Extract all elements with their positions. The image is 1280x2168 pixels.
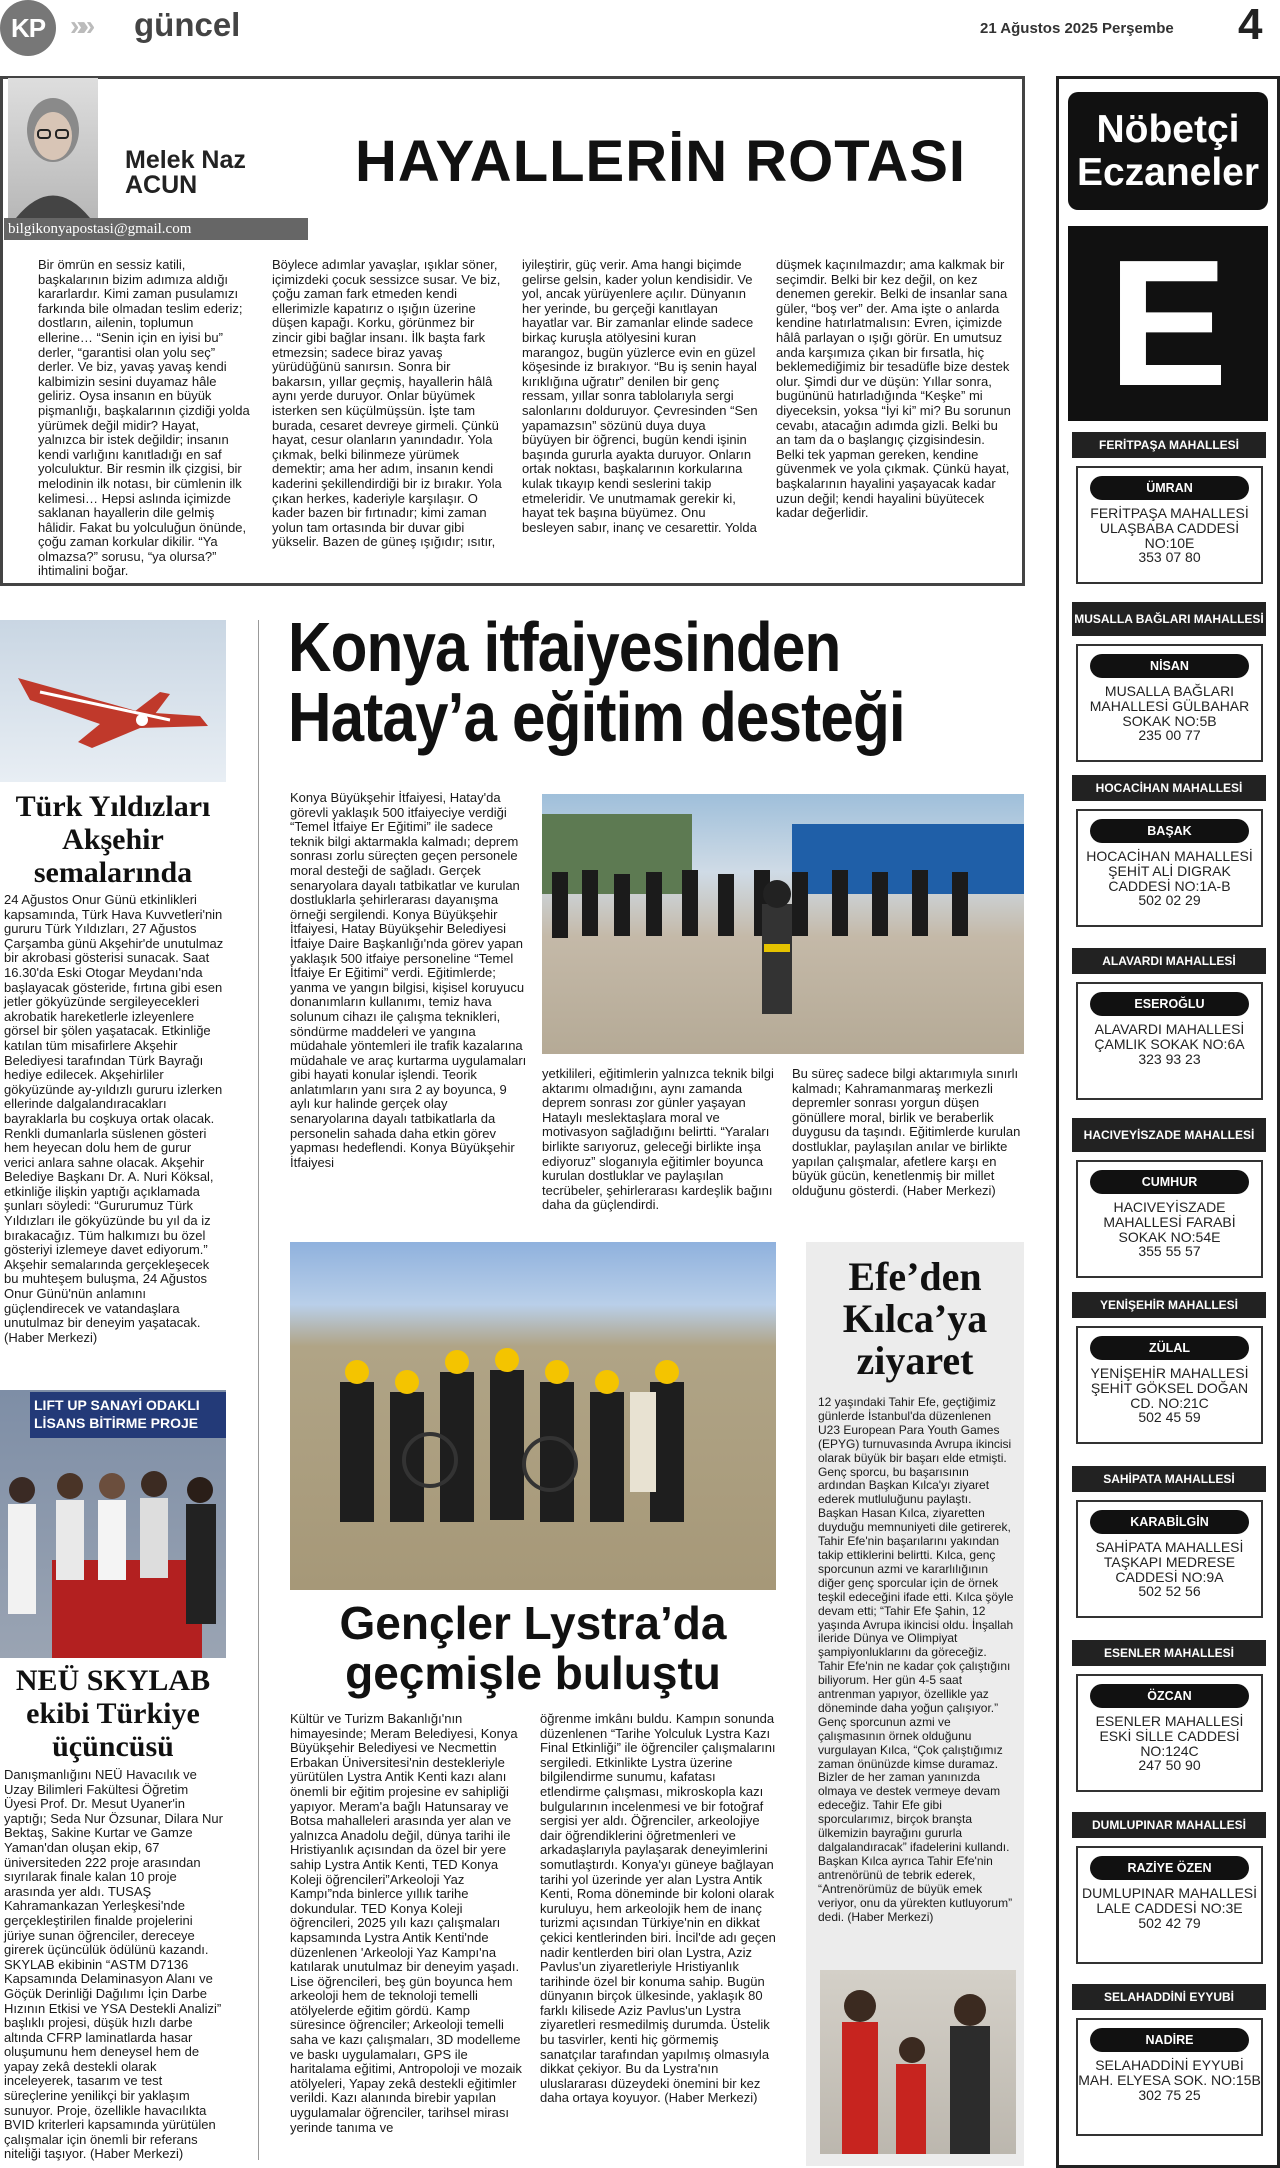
lystra-text-2: öğrenme imkânı buldu. Kampın sonunda düzenlenen “Tarihe Yolculuk Lystra Kazı Final Etkinliği” ile öğrenciler çalışmalarını sergiledi. Etkinlikte Lystra üzerine bilgilendirme sunumu, kafatası etlendirme çalışması, mikroskopla kazı bulgularının incelenmesi ve bir fotoğraf sergisi yer aldı. Öğrenciler, arkeolojiye dair öğrendiklerini öğretmenleri ve arkadaşlarıyla paylaşarak deneyimlerini somutlaştırdı. Konya'yı güneye bağlayan tarihi yol üzerinde yer alan Lystra Antik Kenti, Roma döneminde bir koloni olarak kuruluyu, hem arkeolojik hem de inanç turizmi açısından Türkiye'nin en dikkat çekici kentlerinden biri. İncil'de adı geçen nadir kentlerden biri olan Lystra, Aziz Pavlus'un ziyaretleriyle Hristiyanlık tarihinde özel bir konuma sahip. Bugün dünyanın birçok ülkesinde, yaklaşık 80 farklı kilisede Aziz Pavlus'un Lystra ziyaretleri resmedilmiş durumda. Üstelik bu tasvirler, kenti hiç görmemiş sanatçılar tarafından yapılmış olmasıyla dikkat çekiyor. Bu da Lystra'nın uluslararası düzeydeki önemini bir kez daha ortaya koyuyor. (Haber Merkezi) <box>540 1711 776 2106</box>
pharmacy-address: ESENLER MAHALLESİ ESKİ SİLLE CADDESİ NO:124C <box>1095 1713 1244 1759</box>
yildizlar-text: 24 Ağustos Onur Günü etkinlikleri kapsamında, Türk Hava Kuvvetleri'nin gururu Türk Yıldızları, 27 Ağustos Çarşamba günü Akşehir'de unutulmaz bir akrobasi gösterisi sunacak. Saat 16.30'da Eski Otogar Meydanı'nda başlayacak gösteride, fırtına gibi esen jetler gökyüzünde sergileyecekleri akrobatik hareketlerle izleyenlere görsel bir şölen yaşatacak. Etkinliğe katılan tüm misafirlere Akşehir Belediyesi tarafından Türk Bayrağı hediye edilecek. Akşehirliler gökyüzünde ay-yıldızlı gururu izlerken ellerinde dalgalandıracakları bayraklarla bu coşkuya ortak olacak. Renkli dumanlarla süslenen gösteri hem heyecan dolu hem de gurur verici anlara sahne olacak. Akşehir Belediye Başkanı Dr. A. Nuri Köksal, etkinliğe ilişkin yaptığı açıklamada şunları söyledi: “Gururumuz Türk Yıldızları ile gökyüzünde bu yıl da iz bırakacağız. Tüm halkımızı bu özel gösteriyi izlemeye davet ediyorum.” Akşehir semalarında gerçekleşecek bu muhteşem buluşma, 24 Ağustos Onur Günü'nün anlamını güçlendirecek ve vatandaşlara unutulmaz bir deneyim yaşatacak. (Haber Merkezi) <box>4 892 224 1345</box>
author-photo <box>8 78 98 218</box>
pharmacy-card <box>1076 1326 1263 1444</box>
lystra-text-1: Kültür ve Turizm Bakanlığı'nın himayesinde; Meram Belediyesi, Konya Büyükşehir Belediyesi ve Necmettin Erbakan Üniversitesi'nin destekleriyle yürütülen Lystra Antik Kenti kazı alanı önemli bir eğitim projesine ev sahipliği yapıyor. Meram'a bağlı Hatunsaray ve Botsa mahalleleri arasında yer alan ve yalnızca Anadolu değil, dünya tarihi ile Hristiyanlık açısından da özel bir yere sahip Lystra Antik Kenti, TED Konya Koleji öğrencileri”Arkeoloji Yaz Kampı”nda binlerce yıllık tarihe dokundular. TED Konya Koleji öğrencileri, 2025 yılı kazı çalışmaları kapsamında Lystra Antik Kenti'nde düzenlenen 'Arkeoloji Yaz Kampı'na katılarak unutulmaz bir deneyim yaşadı. Lise öğrencileri, beş gün boyunca hem arkeoloji hem de teknoloji temelli atölyelerde eğitim gördü. Kamp süresince öğrenciler; Arkeoloji temelli saha ve kazı çalışmaları, 3D modelleme ve baskı uygulamaları, GPS ile haritalama eğitimi, Antropoloji ve mozaik atölyeleri, Yapay zekâ destekli eğitimler verildi. Kazı alanında birebir yapılan uygulamalar öğrenciler, tarihsel mirası yerinde tanıma ve <box>290 1711 522 2135</box>
pharmacy-address: FERİTPAŞA MAHALLESİ ULAŞBABA CADDESİ NO:10E <box>1090 505 1249 551</box>
pharmacy-card <box>1076 1846 1263 1964</box>
column-title: HAYALLERİN ROTASI <box>355 129 967 194</box>
efe-visit-photo <box>820 1970 1016 2154</box>
pharmacy-info <box>1078 1200 1261 1259</box>
pharmacy-address: SAHİPATA MAHALLESİ TAŞKAPI MEDRESE CADDESİ NO:9A <box>1095 1539 1244 1585</box>
author-email[interactable]: bilgikonyapostasi@gmail.com <box>4 218 308 240</box>
chevron-icon: »» <box>70 10 90 41</box>
efe-text: 12 yaşındaki Tahir Efe, geçtiğimiz günlerde İstanbul'da düzenlenen U23 European Para Youth Games (EPYG) turnuvasında Avrupa ikincisi olarak büyük bir başarı elde etmişti. Genç sporcu, bu başarısının ardından Başkan Kılca'yı ziyaret ederek mutluluğunu paylaştı. Başkan Hasan Kılca, ziyaretten duyduğu memnuniyeti dile getirerek, Tahir Efe'nin başarılarını yakından takip ettiklerini belirtti. Kılca, genç sporcunun azmi ve kararlılığının diğer genç sporcular için de örnek teşkil edeceğini ifade etti. Kılca şöyle devam etti; “Tahir Efe Şahin, 12 yaşında Avrupa ikincisi oldu. İnşallah ileride Dünya ve Olimpiyat şampiyonluklarını da göreceğiz. Tahir Efe'nin ne kadar çok çalıştığını biliyorum. Her gün 4-5 saat antrenman yapıyor, özellikle yaz döneminde daha yoğun çalışıyor.” Genç sporcunun azmi ve çalışmasının örnek olduğunu vurgulayan Kılca, “Çok çalıştığımız zaman önünüzde kimse duramaz. Bizler de her zaman yanınızda olmaya ve destek vermeye devam edeceğiz. Tahir Efe gibi sporcularımız, birçok branşta ülkemizin bayrağını gururla dalgalandıracak” ifadelerini kullandı. Başkan Kılca ayrıca Tahir Efe'nin antrenörünü de tebrik ederek, “Antrenörümüz de büyük emek veriyor, onu da yürekten kutluyorum” dedi. (Haber Merkezi) <box>818 1395 1014 1924</box>
pharmacy-card <box>1076 2018 1263 2136</box>
pharmacy-address: ALAVARDI MAHALLESİ ÇAMLIK SOKAK NO:6A <box>1094 1021 1245 1052</box>
pharmacy-phone: 235 00 77 <box>1138 727 1201 744</box>
itfaiye-text-1: Konya Büyükşehir İtfaiyesi, Hatay'da görevli yaklaşık 500 itfaiyeciye verdiği “Temel İtfaiye Er Eğitimi” ile sadece teknik bilgi aktarmakla kalmadı; deprem sonrası zorlu süreçten geçen personele moral desteği de sağladı. Gerçek senaryolara dayalı tatbikatlar ve kurulan dostluklarla şehirlerarası dayanışma örneği sergilendi. Konya Büyükşehir İtfaiyesi, Hatay Büyükşehir Belediyesi İtfaiye Daire Başkanlığı'nda görev yapan yaklaşık 500 itfaiye personeline “Temel İtfaiye Er Eğitimi” verdi. Eğitimlerde; yanma ve yangın bilgisi, kişisel koruyucu donanımların kullanımı, temiz hava solunum cihazı ile çalışma teknikleri, söndürme maddeleri ve yangına müdahale yöntemleri ile trafik kazalarına müdahale ve araç kurtarma uygulamaları gibi hayati konular işlendi. Teorik anlatımların yanı sıra 2 ay boyunca, 9 aylı kur halinde gerçek olay senaryolarına dayalı tatbikatlarla da personelin sahada daha etkin görev yapması hedeflendi. Konya Büyükşehir İtfaiyesi <box>290 790 527 1170</box>
newspaper-logo: KP <box>0 0 56 56</box>
pharmacy-name: RAZİYE ÖZEN <box>1090 1856 1249 1880</box>
pharmacy-info <box>1078 1540 1261 1599</box>
column-text-3: iyileştirir, güç verir. Ama hangi biçimde gelirse gelsin, kader yolun kendisidir. Ve yol, ancak yürüyenlere açılır. Dünyanın her yerinde, bu gerçeği kanıtlayan hayatlar var. Bir zamanlar elinde sadece birkaç kuruşla atölyesini kuran marangoz, bugün yüzlerce evin en güzel köşesinde iz bırakıyor. “Bu iş senin hayal kırıklığına uğratır” denilen bir genç ressam, yıllar sonra tablolarıyla sergi salonlarını dolduruyor. Çevresinden “Sen yapamazsın” sözünü duya duya büyüyen bir öğrenci, bugün kendi işinin başında gururla ayakta duruyor. Onların ortak noktası, başkalarının korkularına kulak tıkayıp kendi seslerini takip etmeleridir. Ve unutmamak gerekir ki, hayat tek başına büyümez. Onu besleyen sabır, inanç ve cesarettir. Yolda <box>522 257 758 535</box>
efe-headline: Efe’den Kılca’ya ziyaret <box>842 1254 988 1383</box>
pharmacy-name: ZÜLAL <box>1090 1336 1249 1360</box>
pharmacy-district: SELAHADDİNİ EYYUBİ <box>1072 1984 1266 2010</box>
pharmacy-name: CUMHUR <box>1090 1170 1249 1194</box>
pharmacy-card <box>1076 644 1263 762</box>
pharmacy-phone: 302 75 25 <box>1138 2086 1201 2103</box>
column-divider <box>258 620 259 2160</box>
pharmacy-info <box>1078 684 1261 743</box>
lystra-students-photo <box>290 1242 776 1590</box>
page-number: 4 <box>1238 0 1263 49</box>
pharmacy-phone: 502 42 79 <box>1138 1914 1201 1931</box>
itfaiye-text-2: yetkilileri, eğitimlerin yalnızca teknik bilgi aktarımı olmadığını, aynı zamanda deprem sonrası zor günler yaşayan Hataylı meslektaşlara moral ve motivasyon sağladığını belirtti. “Yaraları birlikte sarıyoruz, geleceği birlikte inşa ediyoruz” sloganıyla eğitimler boyunca kurulan dostluklar ve paylaşılan tecrübeler, şehirlerarası kardeşlik bağını daha da güçlendirdi. <box>542 1066 774 1213</box>
pharmacy-info <box>1078 849 1261 908</box>
pharmacy-info <box>1078 2058 1261 2102</box>
pharmacy-card <box>1076 809 1263 927</box>
skylab-text: Danışmanlığını NEÜ Havacılık ve Uzay Bilimleri Fakültesi Öğretim Üyesi Prof. Dr. Mesut Uyaner'in yaptığı; Seda Nur Özsunar, Dilara Nur Bektaş, Sakine Kurtar ve Gamze Yaman'dan oluşan ekip, 67 üniversiteden 222 proje arasından sıyrılarak finale kalan 10 proje arasında yer aldı. TUSAŞ Kahramankazan Yerleşkesi'nde gerçekleştirilen finalde projelerini jüriye sunan öğrenciler, dereceye girerek üçüncülük ödülünü kazandı. SKYLAB ekibinin “ASTM D7136 Kapsamında Delaminasyon Alanı ve Göçük Derinliği Dağılımı İçin Darbe Hızının Etkisi ve YSA Destekli Analizi” başlıklı projesi, düşük hızlı darbe altında CFRP laminatlarda hasar oluşumunu hem deneysel hem de yapay zekâ destekli olarak inceleyerek, tasarım ve test süreçlerine yenilikçi bir yaklaşım sunuyor. Proje, özellikle havacılıkta BVID kriterleri kapsamında yürütülen çalışmalar için önemli bir referans niteliği taşıyor. (Haber Merkezi) <box>4 1767 223 2162</box>
pharmacy-info <box>1078 1714 1261 1773</box>
pharmacy-address: MUSALLA BAĞLARI MAHALLESİ GÜLBAHAR SOKAK NO:5B <box>1089 683 1250 729</box>
lystra-headline: Gençler Lystra’da geçmişle buluştu <box>339 1597 727 1699</box>
pharmacy-address: DUMLUPINAR MAHALLESİ LALE CADDESİ NO:3E <box>1081 1885 1258 1916</box>
pharmacy-district: ALAVARDI MAHALLESİ <box>1072 948 1266 974</box>
itfaiye-headline: Konya itfaiyesinden Hatay’a eğitim desteği <box>288 608 905 756</box>
yildizlar-headline: Türk Yıldızları Akşehir semalarında <box>15 790 211 889</box>
pharmacy-name: KARABİLGİN <box>1090 1510 1249 1534</box>
pharmacy-district: DUMLUPINAR MAHALLESİ <box>1072 1812 1266 1838</box>
pharmacy-card <box>1076 1160 1263 1278</box>
pharmacy-district: HOCACİHAN MAHALLESİ <box>1072 775 1266 801</box>
pharmacy-address: SELAHADDİNİ EYYUBİ MAH. ELYESA SOK. NO:15B <box>1078 2057 1261 2088</box>
pharmacy-info <box>1078 1366 1261 1425</box>
author-name: Melek Naz ACUN <box>125 146 246 199</box>
pharmacy-info <box>1078 506 1261 565</box>
pharmacy-card <box>1076 1500 1263 1618</box>
column-text-4: düşmek kaçınılmazdır; ama kalkmak bir seçimdir. Belki bir kez değil, on kez denemen gerekir. Belki de insanlar sana güler, “boş ver” der. Ama işte o anlarda kendine hatırlatmalısın: Evren, içimizde hâlâ parlayan o ışığı görür. En umutsuz anda karşımıza çıkan bir fırsatla, hiç beklemediğimiz bir tesadüfle bize destek olur. Şimdi dur ve düşün: Yıllar sonra, bugününü hatırladığında “Keşke” mi diyeceksin, yoksa “İyi ki” mi? Bu sorunun cevabı, atacağın adımda gizli. Belki bu an tam da o başlangıç çizgisindesin. Belki tek yapman gereken, kendine güvenmek ve yola çıkmak. Çünkü hayat, başkalarının hayalini yaşayacak kadar uzun değil; kendi hayalini büyütecek kadar değerlidir. <box>776 257 1011 521</box>
skylab-headline: NEÜ SKYLAB ekibi Türkiye üçüncüsü <box>15 1664 211 1763</box>
pharmacy-district: MUSALLA BAĞLARI MAHALLESİ <box>1072 602 1266 636</box>
itfaiye-text-3: Bu süreç sadece bilgi aktarımıyla sınırlı kalmadı; Kahramanmaraş merkezli depremler sonrası yorgun düşen gönüllere moral, birlik ve beraberlik duygusu da taşındı. Eğitimlerde kurulan dostluklar, paylaşılan anılar ve birlikte yapılan çalışmalar, afetlere karşı en büyük gücün, kenetlenmiş bir millet olduğunu gösterdi. (Haber Merkezi) <box>792 1066 1021 1198</box>
pharmacy-name: NİSAN <box>1090 654 1249 678</box>
pharmacy-info <box>1078 1022 1261 1066</box>
pharmacy-card <box>1076 466 1263 584</box>
jet-photo <box>0 620 226 782</box>
pharmacy-e-sign: E <box>1068 226 1268 421</box>
section-title: güncel <box>134 6 241 43</box>
pharmacy-phone: 353 07 80 <box>1138 549 1201 566</box>
pharmacy-title: Nöbetçi Eczaneler <box>1068 92 1268 210</box>
pharmacy-district: ESENLER MAHALLESİ <box>1072 1640 1266 1666</box>
pharmacy-district: HACIVEYİSZADE MAHALLESİ <box>1072 1118 1266 1152</box>
pharmacy-name: BAŞAK <box>1090 819 1249 843</box>
pharmacy-phone: 323 93 23 <box>1138 1050 1201 1067</box>
pharmacy-address: YENİŞEHİR MAHALLESİ ŞEHİT GÖKSEL DOĞAN CD. NO:21C <box>1090 1365 1249 1411</box>
pharmacy-phone: 502 02 29 <box>1138 892 1201 909</box>
pharmacy-name: ESEROĞLU <box>1090 992 1249 1016</box>
pharmacy-district: SAHİPATA MAHALLESİ <box>1072 1466 1266 1492</box>
pharmacy-card <box>1076 982 1263 1100</box>
pharmacy-phone: 247 50 90 <box>1138 1757 1201 1774</box>
pharmacy-phone: 355 55 57 <box>1138 1243 1201 1260</box>
skylab-team-photo: LIFT UP SANAYİ ODAKLI LİSANS BİTİRME PROJE <box>0 1390 226 1658</box>
pharmacy-info <box>1078 1886 1261 1930</box>
itfaiye-training-photo <box>542 794 1024 1054</box>
column-text-1: Bir ömrün en sessiz katili, başkalarının bizim adımıza aldığı kararlardır. Kimi zaman pusulamızı farkında bile olmadan teslim ederiz; dostların, ailenin, toplumun ellerine… “Senin için en iyisi bu” derler, “garantisi olan yolu seç” derler. Ve biz, yavaş yavaş kendi kalbimizin sesini duyamaz hâle geliriz. Oysa insanın en büyük pişmanlığı, başkalarının çizdiği yolda yürümek değil midir? Hayat, yalnızca bir istek değildir; insanın kendi varlığını kanıtladığı en saf yolculuktur. Bir resmin ilk çizgisi, bir melodinin ilk notası, bir cümlenin ilk kelimesi… Hepsi aslında içimizde saklanan hayallerin dile gelmiş hâlidir. Fakat bu yolculuğun önünde, çoğu zaman korkular dikilir. “Ya olmazsa?” sorusu, “ya olursa?” ihtimalini boğar. <box>38 257 250 579</box>
pharmacy-name: NADİRE <box>1090 2028 1249 2052</box>
issue-date: 21 Ağustos 2025 Perşembe <box>980 20 1174 37</box>
pharmacy-card <box>1076 1674 1263 1792</box>
column-text-2: Böylece adımlar yavaşlar, ışıklar söner, içimizdeki çocuk sessizce susar. Ve biz, çoğu zaman fark etmeden kendi ellerimizle kapatırız o ışığın üzerine düşen kapağı. Korku, görünmez bir zincir gibi bağlar insanı. İlk başta fark etmezsin; sadece biraz yavaş yürüdüğünü sanırsın. Sonra bir bakarsın, yıllar geçmiş, hayallerin hâlâ aynı yerde duruyor. Onlar büyümek isterken sen küçülmüşsün. İşte tam burada, cesaret devreye girmeli. Çünkü hayat, cesur olanların yanındadır. Yola çıkmak, belki bilinmeze yürümek demektir; ama her adım, insanın kendi kaderini şekillendirdiği bir iz bırakır. Yola çıkan herkes, kaderiyle karşılaşır. O kader bazen bir fırtınadır; kimi zaman yolun tam ortasında bir duvar gibi yükselir. Bazen de güneş ışığıdır; ısıtır, <box>272 257 502 550</box>
pharmacy-address: HOCACİHAN MAHALLESİ ŞEHİT ALİ DIGRAK CADDESİ NO:1A-B <box>1086 848 1253 894</box>
pharmacy-phone: 502 52 56 <box>1138 1583 1201 1600</box>
pharmacy-address: HACIVEYİSZADE MAHALLESİ FARABİ SOKAK NO:54E <box>1103 1199 1236 1245</box>
pharmacy-phone: 502 45 59 <box>1138 1409 1201 1426</box>
pharmacy-name: ÖZCAN <box>1090 1684 1249 1708</box>
pharmacy-district: YENİŞEHİR MAHALLESİ <box>1072 1292 1266 1318</box>
pharmacy-name: ÜMRAN <box>1090 476 1249 500</box>
pharmacy-district: FERİTPAŞA MAHALLESİ <box>1072 432 1266 458</box>
